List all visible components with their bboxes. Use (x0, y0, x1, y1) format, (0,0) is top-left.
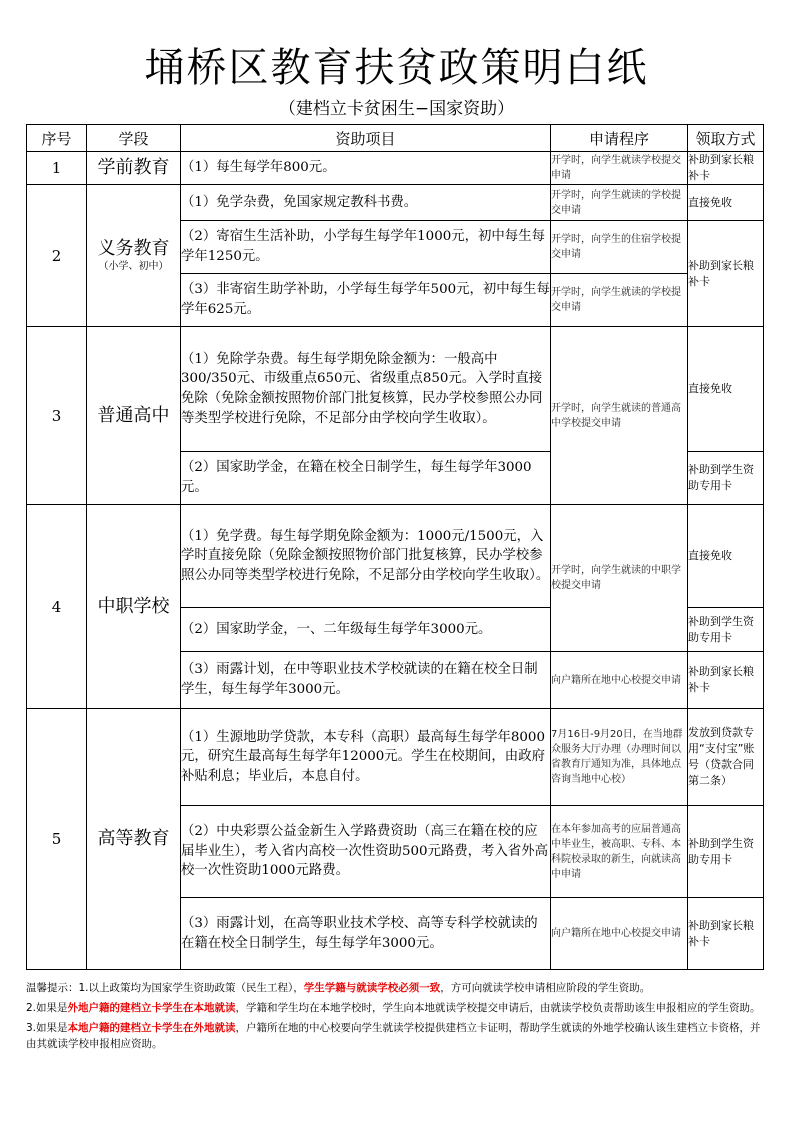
note-1-text-a: 温馨提示：1.以上政策均为国家学生资助政策（民生工程）， (26, 982, 304, 994)
row-seq: 2 (27, 185, 87, 327)
stage-label: 义务教育 (97, 237, 170, 259)
table-header-row (27, 125, 764, 152)
note-1-highlight: 学生学籍与就读学校必须一致 (303, 982, 441, 994)
item-text: （3）非寄宿生助学补助，小学每生每学年500元，初中每生每学年625元。 (181, 274, 551, 327)
item-text: （1）免学杂费，免国家规定教科书费。 (181, 185, 551, 221)
item-method: 补助到学生资助专用卡 (688, 806, 764, 898)
table-row (27, 709, 764, 806)
note-3-highlight: 本地户籍的建档立卡学生在外地就读 (67, 1022, 236, 1034)
row-stage (87, 709, 181, 970)
item-method: 直接免收 (688, 505, 764, 608)
item-method: 补助到家长粮补卡 (688, 898, 764, 970)
note-2-text-b: ，学籍和学生均在本地学校时，学生向本地就读学校提交申请后，由就读学校负责帮助该生申报相应的学生资助。 (235, 1002, 761, 1014)
item-method: 直接免收 (688, 185, 764, 221)
table-row (27, 327, 764, 452)
item-method: 补助到学生资助专用卡 (688, 452, 764, 505)
item-procedure: 在本年参加高考的应届普通高中毕业生，被高职、专科、本科院校录取的新生，向就读高中申请 (551, 806, 688, 898)
page-title: 埇桥区教育扶贫政策明白纸 (144, 45, 649, 91)
header-item: 资助项目 (181, 125, 551, 152)
item-text: （3）雨露计划，在高等职业技术学校、高等专科学校就读的在籍在校全日制学生，每生每学年3000元。 (181, 898, 551, 970)
item-text: （2）国家助学金，在籍在校全日制学生，每生每学年3000元。 (181, 452, 551, 505)
item-procedure: 向户籍所在地中心校提交申请 (551, 652, 688, 709)
row-stage (87, 327, 181, 505)
note-2-highlight: 外地户籍的建档立卡学生在本地就读 (67, 1002, 236, 1014)
row-stage (87, 152, 181, 185)
item-method: 补助到家长粮补卡 (688, 221, 764, 327)
note-3-text-b: ，户籍所在地的中心校要向学生就读学校提供建档立卡证明，帮助学生就读的外地学校确认该生建档立卡资格，并由其就读学校申报相应资助。 (26, 1022, 761, 1050)
item-procedure: 开学时，向学生就读的普通高中学校提交申请 (551, 327, 688, 505)
item-procedure: 开学时，向学生就读学校提交申请 (551, 152, 688, 185)
note-1 (26, 980, 763, 996)
item-text: （2）寄宿生生活补助，小学每生每学年1000元，初中每生每学年1250元。 (181, 221, 551, 274)
item-text: （1）免学费。每生每学期免除金额为：1000元/1500元，入学时直接免除（免除金额按照物价部门批复核算，民办学校参照公办同等类型学校进行免除，不足部分由学校向学生收取）。 (181, 505, 551, 608)
item-text: （2）国家助学金，一、二年级每生每学年3000元。 (181, 608, 551, 652)
note-3-text-a: 3.如果是 (26, 1022, 68, 1034)
item-method: 发放到贷款专用“支付宝”账号（贷款合同第二条） (688, 709, 764, 806)
row-seq: 5 (27, 709, 87, 970)
item-method: 补助到学生资助专用卡 (688, 608, 764, 652)
row-stage (87, 505, 181, 709)
item-text: （1）生源地助学贷款，本专科（高职）最高每生每学年8000元，研究生最高每生每学年12000元。学生在校期间，由政府补贴利息；毕业后，本息自付。 (181, 709, 551, 806)
stage-label: 高等教育 (97, 828, 170, 849)
item-procedure: 开学时，向学生就读的学校提交申请 (551, 274, 688, 327)
item-text: （3）雨露计划，在中等职业技术学校就读的在籍在校全日制学生，每生每学年3000元。 (181, 652, 551, 709)
item-method: 直接免收 (688, 327, 764, 452)
stage-label: 普通高中 (97, 404, 170, 426)
stage-label: 学前教育 (97, 157, 170, 178)
item-procedure: 向户籍所在地中心校提交申请 (551, 898, 688, 970)
table-row (27, 185, 764, 221)
header-method: 领取方式 (688, 125, 764, 152)
header-seq: 序号 (27, 125, 87, 152)
item-method: 补助到家长粮补卡 (688, 652, 764, 709)
item-procedure: 开学时，向学生就读的中职学校提交申请 (551, 505, 688, 652)
note-3 (26, 1020, 763, 1052)
notes-section (26, 980, 763, 1056)
item-procedure: 7月16日-9月20日，在当地群众服务大厅办理（办理时间以省教育厅通知为准，具体地点咨询当地中心校） (551, 709, 688, 806)
table-row (27, 152, 764, 185)
item-method: 补助到家长粮补卡 (688, 152, 764, 185)
header-procedure: 申请程序 (551, 125, 688, 152)
row-seq: 4 (27, 505, 87, 709)
note-2 (26, 1000, 763, 1016)
note-2-text-a: 2.如果是 (26, 1002, 68, 1014)
note-1-text-b: ，方可向就读学校申请相应阶段的学生资助。 (440, 982, 651, 994)
subsidy-table (26, 124, 764, 970)
item-procedure: 开学时，向学生就读的学校提交申请 (551, 185, 688, 221)
stage-sublabel: （小学、初中） (98, 260, 169, 272)
item-text: （1）免除学杂费。每生每学期免除金额为：一般高中300/350元、市级重点650元、省级重点850元。入学时直接免除（免除金额按照物价部门批复核算，民办学校参照公办同等类型学校进行免除，不足部分由学校向学生收取）。 (181, 327, 551, 452)
item-text: （2）中央彩票公益金新生入学路费资助（高三在籍在校的应届毕业生），考入省内高校一次性资助500元路费，考入省外高校一次性资助1000元路费。 (181, 806, 551, 898)
row-seq: 1 (27, 152, 87, 185)
item-text: （1）每生每学年800元。 (181, 152, 551, 185)
item-procedure: 开学时，向学生的住宿学校提交申请 (551, 221, 688, 274)
row-stage (87, 185, 181, 327)
table-row (27, 505, 764, 608)
stage-label: 中职学校 (97, 595, 170, 617)
header-stage: 学段 (87, 125, 181, 152)
row-seq: 3 (27, 327, 87, 505)
page-subtitle: （建档立卡贫困生−国家资助） (278, 99, 515, 119)
